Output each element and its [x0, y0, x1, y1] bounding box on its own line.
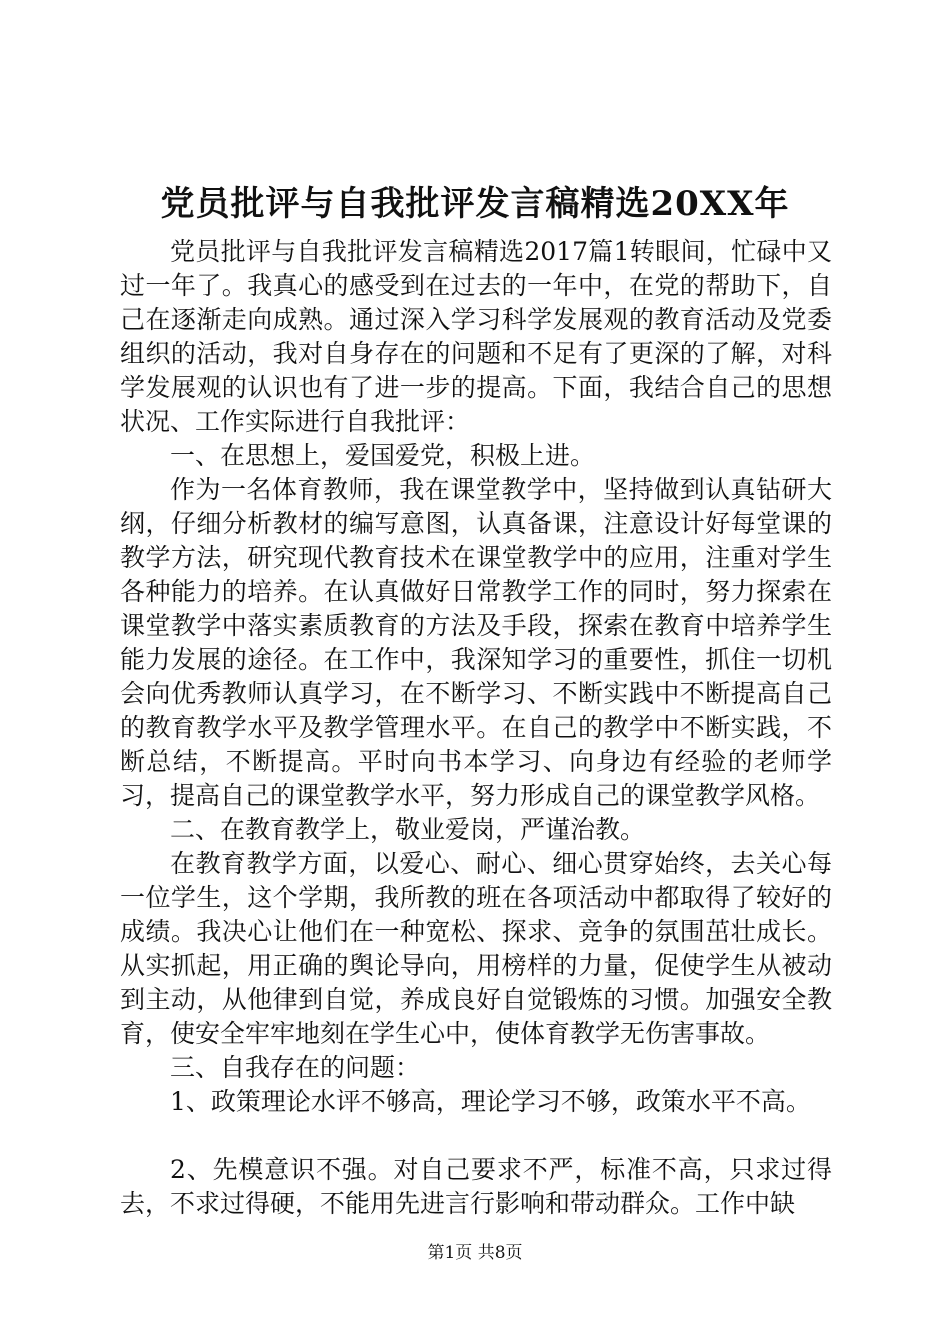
paragraph-gap — [120, 1119, 832, 1153]
section-heading-1: 一、在思想上，爱国爱党，积极上进。 — [170, 441, 596, 470]
paragraph-section-1: 作为一名体育教师，我在课堂教学中，坚持做到认真钻研大纲，仔细分析教材的编写意图，认真备课，注意设计好每堂课的教学方法，研究现代教育技术在课堂教学中的应用，注重对学生各种能力的培养。在认真做好日常教学工作的同时，努力探索在课堂教学中落实素质教育的方法及手段，探索在教育中培养学生能力发展的途径。在工作中，我深知学习的重要性，抓住一切机会向优秀教师认真学习，在不断学习、不断实践中不断提高自己的教育教学水平及教学管理水平。在自己的教学中不断实践，不断总结，不断提高。平时向书本学习、向身边有经验的老师学习，提高自己的课堂教学水平，努力形成自己的课堂教学风格。 — [120, 475, 832, 810]
document-body — [120, 235, 832, 1221]
section-heading-2: 二、在教育教学上，敬业爱岗，严谨治教。 — [170, 815, 646, 844]
list-item-2: 2、先模意识不强。对自己要求不严，标准不高，只求过得去，不求过得硬，不能用先进言行影响和带动群众。工作中缺 — [120, 1155, 832, 1218]
document-title: 党员批评与自我批评发言稿精选20XX年 — [160, 184, 790, 224]
page-footer: 第1页 共8页 — [427, 1243, 523, 1263]
list-item-1: 1、政策理论水评不够高，理论学习不够，政策水平不高。 — [170, 1087, 811, 1116]
section-heading-3: 三、自我存在的问题： — [170, 1053, 421, 1082]
paragraph-intro: 党员批评与自我批评发言稿精选2017篇1转眼间，忙碌中又过一年了。我真心的感受到在过去的一年中，在党的帮助下，自己在逐渐走向成熟。通过深入学习科学发展观的教育活动及党委组织的活动，我对自身存在的问题和不足有了更深的了解，对科学发展观的认识也有了进一步的提高。下面，我结合自己的思想状况、工作实际进行自我批评： — [120, 237, 832, 436]
paragraph-section-2: 在教育教学方面，以爱心、耐心、细心贯穿始终，去关心每一位学生，这个学期，我所教的班在各项活动中都取得了较好的成绩。我决心让他们在一种宽松、探求、竞争的氛围茁壮成长。从实抓起，用正确的舆论导向，用榜样的力量，促使学生从被动到主动，从他律到自觉，养成良好自觉锻炼的习惯。加强安全教育，使安全牢牢地刻在学生心中，使体育教学无伤害事故。 — [120, 849, 832, 1048]
